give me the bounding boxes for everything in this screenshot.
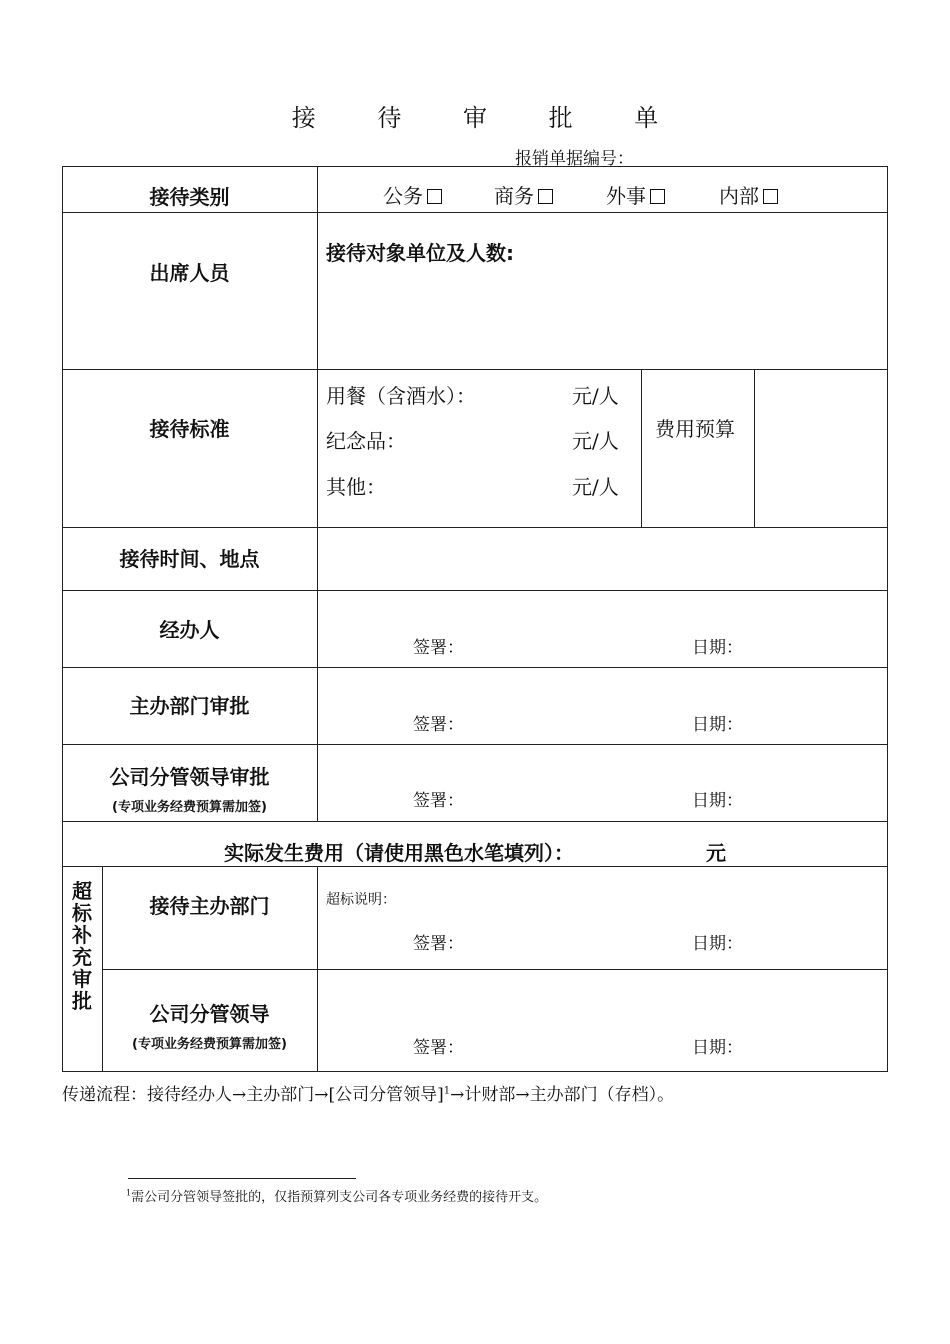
page-title: 接 待 审 批 单 xyxy=(291,104,686,132)
overspend-explain-label: 超标说明： xyxy=(326,892,396,908)
flow-text xyxy=(62,1080,674,1105)
option-label: 公务 xyxy=(383,184,423,208)
budget-label: 费用预算 xyxy=(655,417,735,441)
standard-item-meal: 用餐（含酒水）： xyxy=(326,384,476,408)
footnote-ref: 1 xyxy=(126,1188,132,1198)
dept-signature-label: 签署： xyxy=(413,715,464,735)
option-label: 外事 xyxy=(606,184,646,208)
overspend-leader-date-label: 日期： xyxy=(692,1038,743,1058)
flow-prefix: 传递流程：接待经办人→主办部门→[公司分管领导] xyxy=(62,1085,444,1105)
standard-item-meal-unit: 元/人 xyxy=(572,384,619,408)
flow-footnote-ref: 1 xyxy=(443,1085,451,1097)
leader-date-label: 日期： xyxy=(692,791,743,811)
actual-cost-label: 实际发生费用（请使用黑色水笔填列）： xyxy=(224,841,574,865)
footnote xyxy=(126,1186,547,1205)
host-dept-label: 接待主办部门 xyxy=(149,894,270,918)
standard-label: 接待标准 xyxy=(149,417,230,441)
handler-label: 经办人 xyxy=(159,618,220,642)
checkbox[interactable] xyxy=(538,189,553,204)
overspend-leader-label: 公司分管领导 xyxy=(149,1002,270,1026)
attendees-content-label: 接待对象单位及人数: xyxy=(326,241,514,265)
category-option-official[interactable] xyxy=(383,180,442,209)
footnote-text: 需公司分管领导签批的，仅指预算列支公司各专项业务经费的接待开支。 xyxy=(131,1190,548,1205)
option-label: 商务 xyxy=(494,184,534,208)
actual-cost-unit: 元 xyxy=(706,841,726,865)
category-label: 接待类别 xyxy=(149,185,230,209)
checkbox[interactable] xyxy=(763,189,778,204)
overspend-leader-signature-label: 签署： xyxy=(413,1038,464,1058)
handler-date-label: 日期： xyxy=(692,638,743,658)
leader-approval-label: 公司分管领导审批 xyxy=(109,765,270,789)
overspend-side-label: 超标补充审批 xyxy=(72,879,92,1013)
standard-item-other-unit: 元/人 xyxy=(572,475,619,499)
footnote-divider xyxy=(128,1178,356,1179)
standard-item-souvenir-unit: 元/人 xyxy=(572,429,619,453)
flow-suffix: →计财部→主办部门（存档）。 xyxy=(450,1085,675,1105)
standard-item-other: 其他： xyxy=(326,475,386,499)
dept-date-label: 日期： xyxy=(692,715,743,735)
category-option-internal[interactable] xyxy=(719,180,778,209)
time-place-label: 接待时间、地点 xyxy=(119,547,260,571)
dept-approval-label: 主办部门审批 xyxy=(129,694,250,718)
attendees-label: 出席人员 xyxy=(149,261,230,285)
checkbox[interactable] xyxy=(427,189,442,204)
leader-approval-note: (专项业务经费预算需加签) xyxy=(112,800,267,815)
option-label: 内部 xyxy=(719,184,759,208)
overspend-leader-note: (专项业务经费预算需加签) xyxy=(132,1037,287,1052)
host-dept-date-label: 日期： xyxy=(692,934,743,954)
category-option-foreign[interactable] xyxy=(606,180,665,209)
handler-signature-label: 签署： xyxy=(413,638,464,658)
leader-signature-label: 签署： xyxy=(413,791,464,811)
host-dept-signature-label: 签署： xyxy=(413,934,464,954)
standard-item-souvenir: 纪念品： xyxy=(326,429,406,453)
doc-number-label: 报销单据编号： xyxy=(515,149,634,169)
category-option-business[interactable] xyxy=(494,180,553,209)
checkbox[interactable] xyxy=(650,189,665,204)
